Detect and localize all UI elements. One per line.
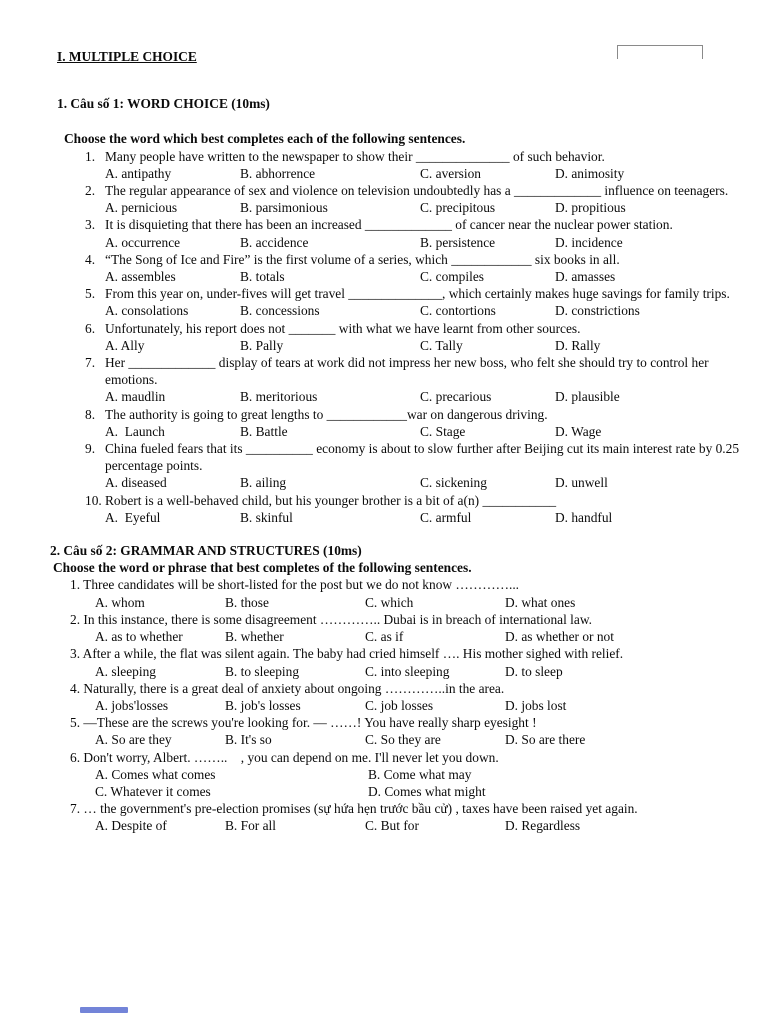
options-row [105, 234, 742, 251]
question-number: 6. [70, 749, 81, 765]
question [85, 354, 742, 388]
question [85, 285, 742, 302]
option: D. animosity [555, 165, 625, 181]
option: B. It's so [225, 732, 272, 748]
option: C. But for [365, 818, 419, 834]
option: C. Whatever it comes [95, 783, 211, 799]
option: B. meritorious [240, 389, 318, 405]
option: C. Stage [420, 423, 466, 439]
part1-title: 1. Câu số 1: WORD CHOICE (10ms) [57, 96, 270, 112]
option: A. diseased [105, 475, 167, 491]
question-text: China fueled fears that its __________ economy is about to slow further after Beijing cut its main interest rate by 0.25 percentage points. [105, 441, 743, 474]
question [70, 680, 742, 697]
option: A. Despite of [95, 818, 167, 834]
options-row [95, 594, 742, 611]
option: A. assembles [105, 269, 176, 285]
option: B. totals [240, 269, 285, 285]
question-number: 1. [70, 577, 81, 593]
question [85, 320, 742, 337]
option: C. into sleeping [365, 663, 450, 679]
option: D. handful [555, 509, 613, 525]
option: C. compiles [420, 269, 484, 285]
question-text: It is disquieting that there has been an increased _____________ of cancer near the nuclear power station. [105, 217, 673, 233]
option: B. Come what may [368, 766, 472, 782]
question-text: —These are the screws you're looking for. — ……! You have really sharp eyesight ! [83, 715, 537, 731]
option: C. which [365, 594, 414, 610]
question-number: 5. [85, 286, 96, 302]
question-text: After a while, the flat was silent again. The baby had cried himself …. His mother sighed with relief. [82, 646, 624, 662]
question-number: 2. [70, 611, 81, 627]
option: B. For all [225, 818, 276, 834]
question [85, 492, 742, 509]
options-row [105, 199, 742, 216]
question [70, 576, 742, 593]
option: C. aversion [420, 165, 481, 181]
part1-instruction: Choose the word which best completes each of the following sentences. [64, 131, 466, 147]
options-row [105, 423, 742, 440]
options-row [95, 817, 742, 834]
option: B. skinful [240, 509, 293, 525]
question-text: Robert is a well-behaved child, but his younger brother is a bit of a(n) ___________ [105, 492, 557, 508]
question-number: 8. [85, 406, 96, 422]
question-number: 6. [85, 320, 96, 336]
question-text: Her _____________ display of tears at work did not impress her new boss, who felt she should try to control her emotions. [105, 355, 712, 388]
question-text: Unfortunately, his report does not _______ with what we have learnt from other sources. [105, 320, 581, 336]
option: C. contortions [420, 303, 496, 319]
option: D. jobs lost [505, 697, 567, 713]
question-number: 10. [85, 492, 102, 508]
option: D. propitious [555, 200, 626, 216]
part2-instruction: Choose the word or phrase that best completes of the following sentences. [53, 560, 472, 576]
option: D. Comes what might [368, 783, 486, 799]
option: A. occurrence [105, 234, 181, 250]
option: D. plausible [555, 389, 620, 405]
option: D. unwell [555, 475, 608, 491]
question-number: 7. [85, 355, 96, 371]
options-row [95, 731, 742, 748]
part2-title: 2. Câu số 2: GRAMMAR AND STRUCTURES (10ms) [50, 543, 362, 559]
score-box [617, 45, 703, 59]
option: D. Regardless [505, 818, 581, 834]
option: D. Rally [555, 337, 601, 353]
question [70, 749, 742, 766]
options-row [105, 509, 742, 526]
question-text: Three candidates will be short-listed for the post but we do not know …………... [83, 577, 520, 593]
question-number: 7. [70, 801, 81, 817]
options-row [105, 302, 742, 319]
question-text: Naturally, there is a great deal of anxiety about ongoing …………..in the area. [83, 680, 505, 696]
option: C. Tally [420, 337, 463, 353]
option: D. Wage [555, 423, 602, 439]
question [85, 251, 742, 268]
question-text: Don't worry, Albert. …….. , you can depend on me. I'll never let you down. [83, 749, 499, 765]
options-row [105, 388, 742, 405]
question-text: In this instance, there is some disagreement ………….. Dubai is in breach of international law. [83, 611, 592, 627]
question-number: 3. [85, 217, 96, 233]
option: C. precipitous [420, 200, 496, 216]
option: D. constrictions [555, 303, 640, 319]
option: B. ailing [240, 475, 287, 491]
option: A. Comes what comes [95, 766, 216, 782]
question-number: 1. [85, 148, 96, 164]
option: A. Launch [105, 423, 165, 439]
question [70, 714, 742, 731]
question [85, 216, 742, 233]
option: D. amasses [555, 269, 616, 285]
option: A. whom [95, 594, 145, 610]
option: B. Pally [240, 337, 284, 353]
question [85, 406, 742, 423]
question-number: 3. [70, 646, 81, 662]
options-row [105, 165, 742, 182]
option: C. precarious [420, 389, 492, 405]
option: B. those [225, 594, 269, 610]
question-number: 2. [85, 183, 96, 199]
options-row [105, 268, 742, 285]
option: C. sickening [420, 475, 487, 491]
option: A. So are they [95, 732, 172, 748]
question-number: 5. [70, 715, 81, 731]
question [85, 440, 742, 474]
question-text: From this year on, under-fives will get travel ______________, which certainly makes huge savings for family trips. [105, 286, 730, 302]
options-row [95, 697, 742, 714]
option: A. antipathy [105, 165, 172, 181]
option: D. as whether or not [505, 629, 614, 645]
options-grid [95, 766, 742, 800]
question-text: The regular appearance of sex and violence on television undoubtedly has a _____________ influence on teenagers. [105, 183, 729, 199]
option: C. armful [420, 509, 472, 525]
option: B. job's losses [225, 697, 301, 713]
option: B. parsimonious [240, 200, 328, 216]
option: A. as to whether [95, 629, 183, 645]
option: C. job losses [365, 697, 434, 713]
question-text: Many people have written to the newspaper to show their ______________ of such behavior. [105, 148, 605, 164]
options-row [105, 474, 742, 491]
option: B. persistence [420, 234, 496, 250]
question-number: 4. [70, 680, 81, 696]
option: D. to sleep [505, 663, 563, 679]
options-row [95, 663, 742, 680]
main-heading: I. MULTIPLE CHOICE [57, 49, 197, 64]
option: B. whether [225, 629, 284, 645]
option: C. So they are [365, 732, 441, 748]
option: A. jobs'losses [95, 697, 169, 713]
option: D. what ones [505, 594, 576, 610]
option: B. accidence [240, 234, 309, 250]
option: B. to sleeping [225, 663, 300, 679]
question [70, 800, 742, 817]
option: B. Battle [240, 423, 288, 439]
question [70, 611, 742, 628]
option: A. Eyeful [105, 509, 161, 525]
options-row [105, 337, 742, 354]
question [85, 148, 742, 165]
option: C. as if [365, 629, 404, 645]
question-text: “The Song of Ice and Fire” is the first volume of a series, which ____________ six books in all. [105, 251, 620, 267]
option: B. abhorrence [240, 165, 316, 181]
question [85, 182, 742, 199]
option: A. Ally [105, 337, 145, 353]
question [70, 645, 742, 662]
option: A. consolations [105, 303, 189, 319]
option: A. pernicious [105, 200, 178, 216]
question-number: 4. [85, 251, 96, 267]
option: A. maudlin [105, 389, 166, 405]
option: B. concessions [240, 303, 320, 319]
question-text: … the government's pre-election promises (sự hứa hẹn trước bầu cử) , taxes have been raised yet again. [83, 801, 638, 817]
footer-link[interactable] [80, 1007, 128, 1013]
option: D. So are there [505, 732, 586, 748]
option: D. incidence [555, 234, 623, 250]
question-text: The authority is going to great lengths to ____________war on dangerous driving. [105, 406, 548, 422]
option: A. sleeping [95, 663, 156, 679]
options-row [95, 628, 742, 645]
question-number: 9. [85, 441, 96, 457]
